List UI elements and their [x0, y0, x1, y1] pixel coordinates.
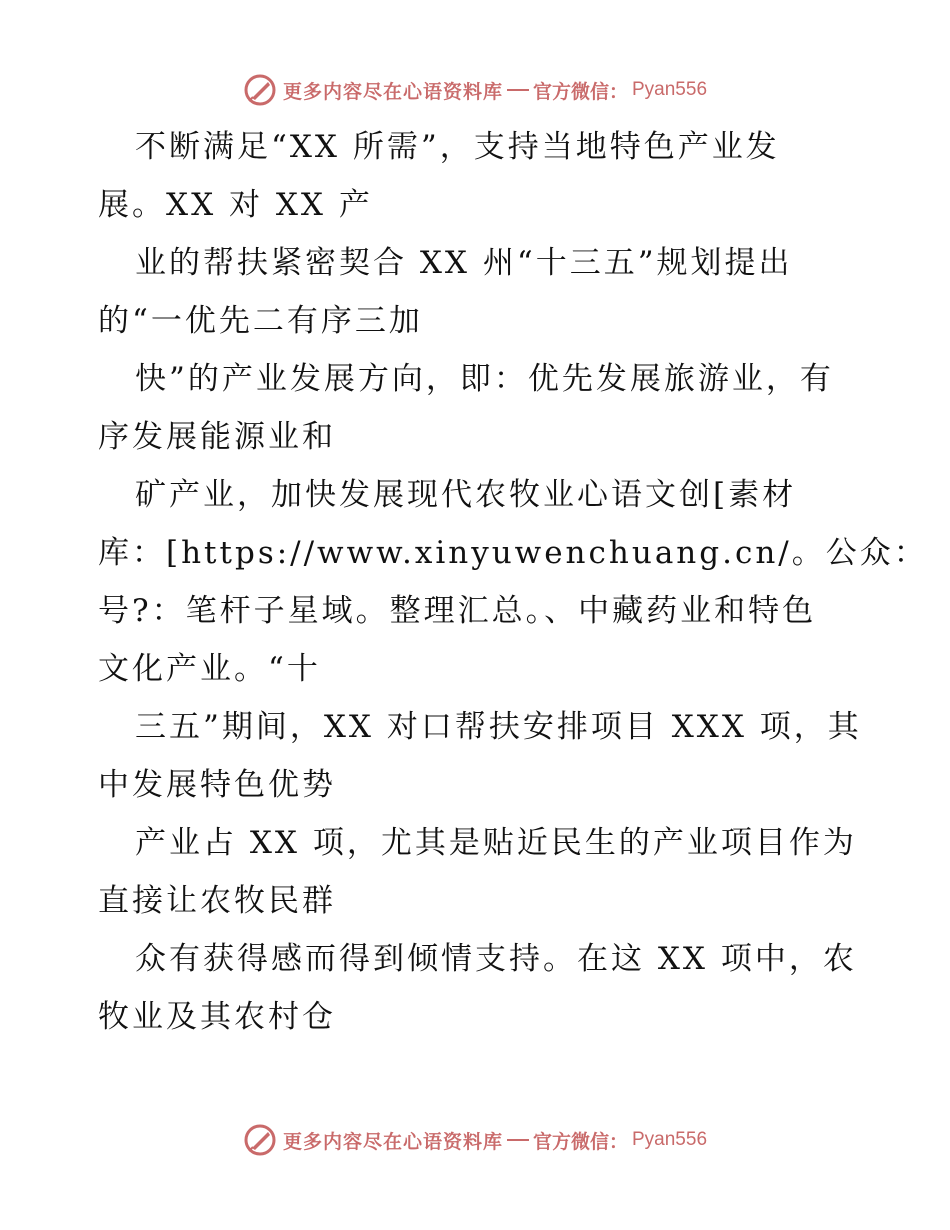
quill-seal-icon — [243, 73, 277, 107]
body-line: 库：[https://www.xinyuwenchuang.cn/。公众： — [98, 535, 928, 571]
body-line: 三五”期间，XX 对口帮扶安排项目 XXX 项，其 — [135, 709, 862, 745]
body-line: 中发展特色优势 — [98, 767, 336, 803]
document-body — [98, 118, 928, 1046]
banner-wechat-id: Pyan556 — [632, 1129, 708, 1150]
banner-wechat-label: 官方微信： — [532, 1130, 628, 1153]
banner-dash — [507, 1139, 529, 1141]
header-watermark-banner — [0, 70, 950, 110]
body-line: 快”的产业发展方向，即：优先发展旅游业，有 — [135, 361, 834, 397]
body-line: 不断满足“XX 所需”，支持当地特色产业发 — [135, 129, 780, 165]
body-line: 号?：笔杆子星域。整理汇总。、中藏药业和特色 — [98, 593, 817, 629]
footer-watermark-banner — [0, 1120, 950, 1160]
banner-main-text: 更多内容尽在心语资料库 — [282, 1130, 503, 1153]
body-line: 牧业及其农村仓 — [98, 999, 336, 1035]
quill-seal-icon — [243, 1123, 277, 1157]
body-line: 产业占 XX 项，尤其是贴近民生的产业项目作为 — [135, 825, 857, 861]
body-line: 文化产业。“十 — [98, 651, 321, 687]
banner-dash — [507, 89, 529, 91]
body-line: 序发展能源业和 — [98, 419, 336, 455]
banner-main-text: 更多内容尽在心语资料库 — [282, 80, 503, 103]
body-line: 展。XX 对 XX 产 — [98, 187, 373, 223]
body-line: 众有获得感而得到倾情支持。在这 XX 项中，农 — [135, 941, 857, 977]
banner-wechat-id: Pyan556 — [632, 79, 708, 100]
body-line: 业的帮扶紧密契合 XX 州“十三五”规划提出 — [135, 245, 793, 281]
banner-wechat-label: 官方微信： — [532, 80, 628, 103]
body-line: 矿产业，加快发展现代农牧业心语文创[素材 — [135, 477, 797, 513]
body-line: 直接让农牧民群 — [98, 883, 336, 919]
body-line: 的“一优先二有序三加 — [98, 303, 423, 339]
